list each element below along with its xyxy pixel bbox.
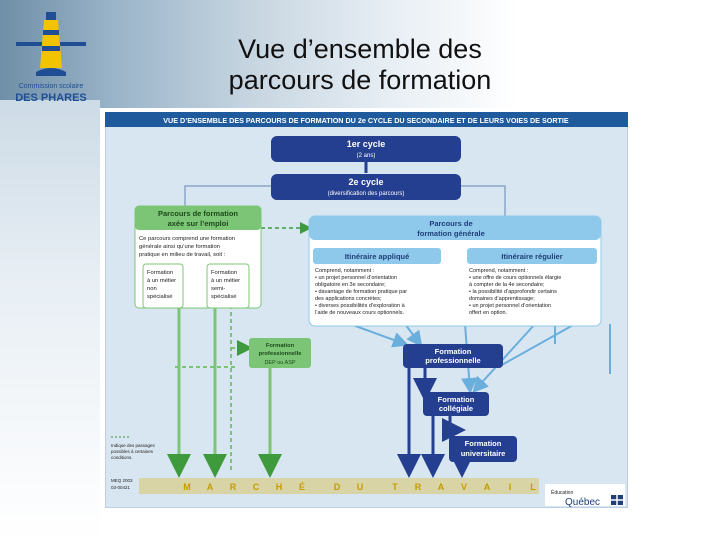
lighthouse-band [43, 30, 59, 35]
regulier-line: • un projet personnel d’orientation [469, 303, 552, 309]
applique-line: • davantage de formation pratique par [315, 289, 408, 295]
regulier-line: Comprend, notamment : [469, 268, 529, 274]
metier-semi-specialise-line: spécialisé [211, 294, 237, 300]
marche-letter: U [356, 482, 364, 492]
metier-non-specialise-line: Formation [147, 270, 174, 276]
regulier-title: Itinéraire régulier [501, 252, 563, 261]
applique-line: • diverses possibilités d’exploration à [315, 303, 405, 309]
stamp-line: MEQ 2003 [111, 478, 133, 483]
regulier-line: • une offre de cours optionnels élargie [469, 275, 562, 281]
legend-line: Indique des passages [111, 443, 155, 448]
lighthouse-icon [40, 20, 62, 68]
slide-title-line2: parcours de formation [228, 65, 492, 95]
quebec-logo-small: Éducation [551, 490, 574, 496]
emploi-desc: Ce parcours comprend une formation [139, 236, 236, 242]
slide-title [150, 34, 570, 96]
marche-letter: T [392, 482, 398, 492]
metier-semi-specialise-line: semi- [211, 286, 226, 292]
marche-letter: A [206, 482, 214, 492]
emploi-desc: pratique en milieu de travail, soit : [139, 252, 226, 258]
regulier-line: domaines d’apprentissage; [469, 296, 535, 302]
applique-line: • un projet personnel d’orientation [315, 275, 398, 281]
collegiale-line: Formation [437, 395, 475, 404]
logo-org-line1: Commission scolaire [18, 83, 84, 90]
universitaire-line: Formation [464, 439, 502, 448]
marche-letter: R [414, 482, 422, 492]
marche-letter: M [183, 482, 191, 492]
marche-letter: I [508, 482, 512, 492]
cycle1-title: 1er cycle [346, 139, 386, 149]
generale-title2: formation générale [417, 229, 485, 238]
applique-line: l’aide de nouveaux cours optionnels. [315, 310, 404, 316]
regulier-line: à compter de la 4e secondaire; [469, 282, 545, 288]
generale-title1: Parcours de [429, 219, 473, 228]
cycle2-sub: (diversification des parcours) [327, 191, 405, 197]
side-background [0, 100, 100, 540]
logo-org-line2: DES PHARES [15, 92, 87, 104]
marche-letter: R [229, 482, 237, 492]
marche-letter: É [298, 482, 306, 492]
stamp-line: 03-00421 [111, 485, 131, 490]
legend-line: conditions. [111, 455, 133, 460]
metier-non-specialise-line: non [147, 286, 157, 292]
marche-letter: A [437, 482, 445, 492]
collegiale-line: collégiale [438, 404, 474, 413]
regulier-line: offert en option. [469, 310, 508, 316]
fp-small-line: professionnelle [258, 351, 302, 357]
lighthouse-lamp [46, 12, 56, 20]
logo-wave [36, 68, 66, 76]
legend-line: possibles à certaines [111, 449, 154, 454]
metier-non-specialise-line: à un métier [147, 278, 176, 284]
diagram-header: VUE D’ENSEMBLE DES PARCOURS DE FORMATION DU 2e CYCLE DU SECONDAIRE ET DE LEURS VOIES DE SORTIE [163, 116, 569, 125]
emploi-desc: générale ainsi qu’une formation [139, 244, 220, 250]
metier-non-specialise-line: spécialisé [147, 294, 173, 300]
quebec-logo-name: Québec [565, 497, 601, 508]
commission-scolaire-logo [6, 6, 96, 106]
marche-letter: D [333, 482, 341, 492]
fp-line: Formation [434, 347, 472, 356]
marche-letter: H [275, 482, 283, 492]
marche-letter: V [460, 482, 468, 492]
metier-semi-specialise-line: à un métier [211, 278, 240, 284]
metier-semi-specialise-line: Formation [211, 270, 238, 276]
marche-du-travail-label [183, 482, 536, 492]
cycle1-sub: (2 ans) [356, 153, 376, 159]
fp-small-line: DEP ou ASP [264, 360, 296, 366]
universitaire-line: universitaire [460, 449, 506, 458]
applique-line: Comprend, notamment : [315, 268, 375, 274]
slide-title-line1: Vue d’ensemble des [238, 34, 482, 64]
emploi-title1: Parcours de formation [157, 209, 239, 218]
lighthouse-band [42, 46, 60, 51]
applique-line: obligatoire en 3e secondaire; [315, 282, 386, 288]
fp-small-line: Formation [265, 343, 295, 349]
applique-line: des applications concrètes; [315, 296, 382, 302]
regulier-line: • la possibilité d’approfondir certains [469, 289, 557, 295]
emploi-title2: axée sur l’emploi [167, 219, 229, 228]
marche-letter: A [483, 482, 491, 492]
marche-letter: L [530, 482, 536, 492]
cycle2-title: 2e cycle [348, 177, 384, 187]
applique-title: Itinéraire appliqué [344, 252, 410, 261]
fleur-de-lis-flag-icon [611, 495, 623, 505]
parcours-diagram [105, 112, 628, 508]
fp-line: professionnelle [425, 356, 481, 365]
marche-letter: C [252, 482, 260, 492]
